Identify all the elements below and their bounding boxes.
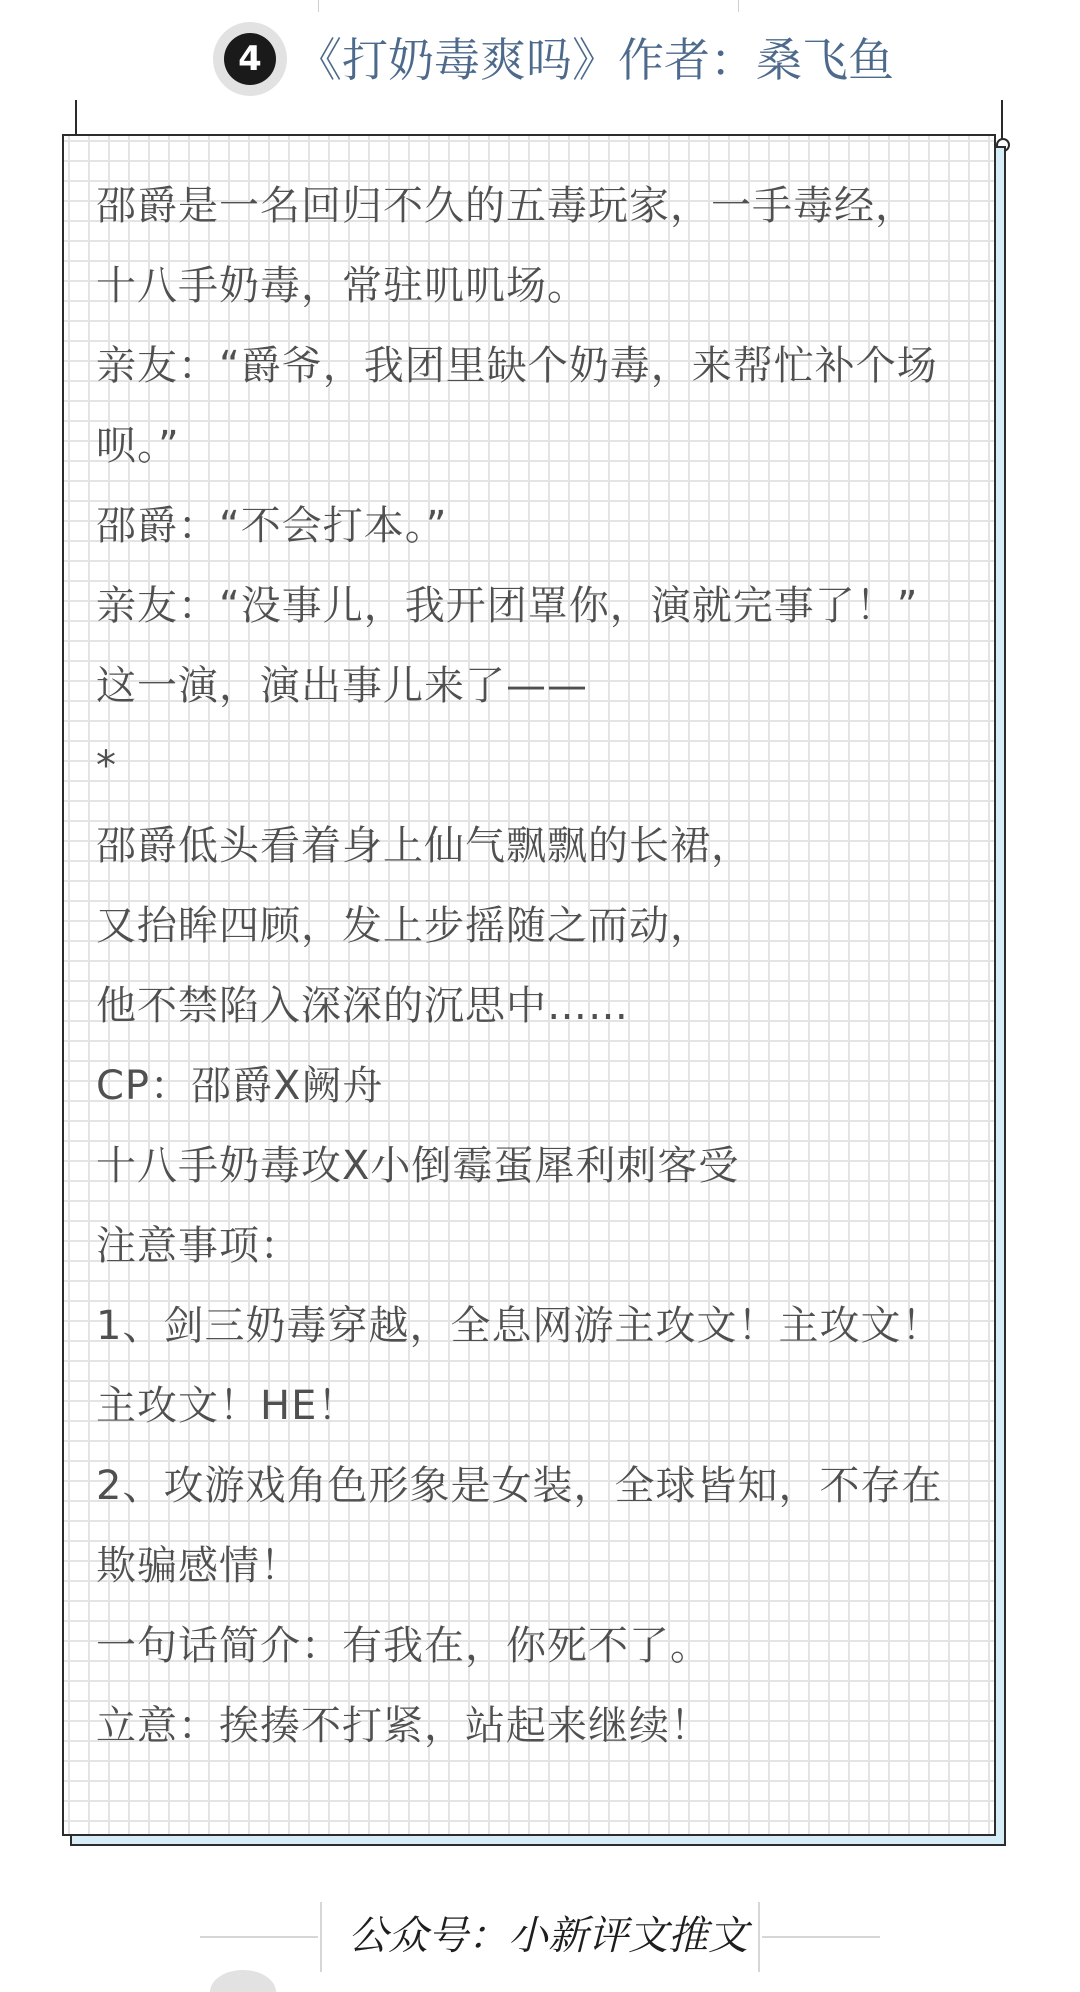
next-section-badge bbox=[210, 1970, 276, 1992]
synopsis-line: 欺骗感情！ bbox=[96, 1543, 301, 1589]
synopsis-line: 他不禁陷入深深的沉思中…… bbox=[96, 983, 629, 1029]
synopsis-line: 亲友：“没事儿，我开团罩你，演就完事了！” bbox=[96, 583, 919, 629]
footer-tick-left bbox=[320, 1902, 322, 1972]
hanging-string-right bbox=[1001, 100, 1003, 142]
synopsis-line: 一句话简介：有我在，你死不了。 bbox=[96, 1623, 711, 1669]
section-header bbox=[0, 18, 1080, 102]
synopsis-line: 邵爵：“不会打本。” bbox=[96, 503, 448, 549]
top-tick-left bbox=[318, 0, 319, 12]
synopsis-line: CP：邵爵X阙舟 bbox=[96, 1063, 384, 1109]
synopsis-line: 邵爵是一名回归不久的五毒玩家，一手毒经， bbox=[96, 183, 916, 229]
synopsis-line: * bbox=[96, 743, 117, 789]
synopsis-line: 邵爵低头看着身上仙气飘飘的长裙， bbox=[96, 823, 752, 869]
footer-rule-left bbox=[200, 1936, 318, 1938]
synopsis-line: 呗。” bbox=[96, 423, 180, 469]
book-title: 《打奶毒爽吗》作者：桑飞鱼 bbox=[296, 33, 894, 87]
synopsis-line: 1、剑三奶毒穿越，全息网游主攻文！主攻文！ bbox=[96, 1303, 943, 1349]
synopsis-line: 注意事项： bbox=[96, 1223, 301, 1269]
section-number: 4 bbox=[224, 33, 276, 85]
account-name: 公众号：小新评文推文 bbox=[348, 1913, 748, 1959]
footer-tick-right bbox=[758, 1902, 760, 1972]
synopsis-text bbox=[96, 183, 976, 1786]
synopsis-line: 2、攻游戏角色形象是女装，全球皆知，不存在 bbox=[96, 1463, 943, 1509]
section-number-badge bbox=[213, 22, 287, 96]
synopsis-line: 又抬眸四顾，发上步摇随之而动， bbox=[96, 903, 711, 949]
synopsis-line: 立意：挨揍不打紧，站起来继续！ bbox=[96, 1703, 711, 1749]
synopsis-line: 十八手奶毒，常驻叽叽场。 bbox=[96, 263, 588, 309]
top-tick-right bbox=[738, 0, 739, 12]
footer-rule-right bbox=[762, 1936, 880, 1938]
synopsis-line: 十八手奶毒攻X小倒霉蛋犀利刺客受 bbox=[96, 1143, 740, 1189]
synopsis-card bbox=[62, 134, 996, 1836]
synopsis-line: 主攻文！HE！ bbox=[96, 1383, 359, 1429]
footer bbox=[0, 1902, 1080, 1972]
synopsis-line: 这一演，演出事儿来了—— bbox=[96, 663, 588, 709]
synopsis-line: 亲友：“爵爷，我团里缺个奶毒，来帮忙补个场 bbox=[96, 343, 938, 389]
